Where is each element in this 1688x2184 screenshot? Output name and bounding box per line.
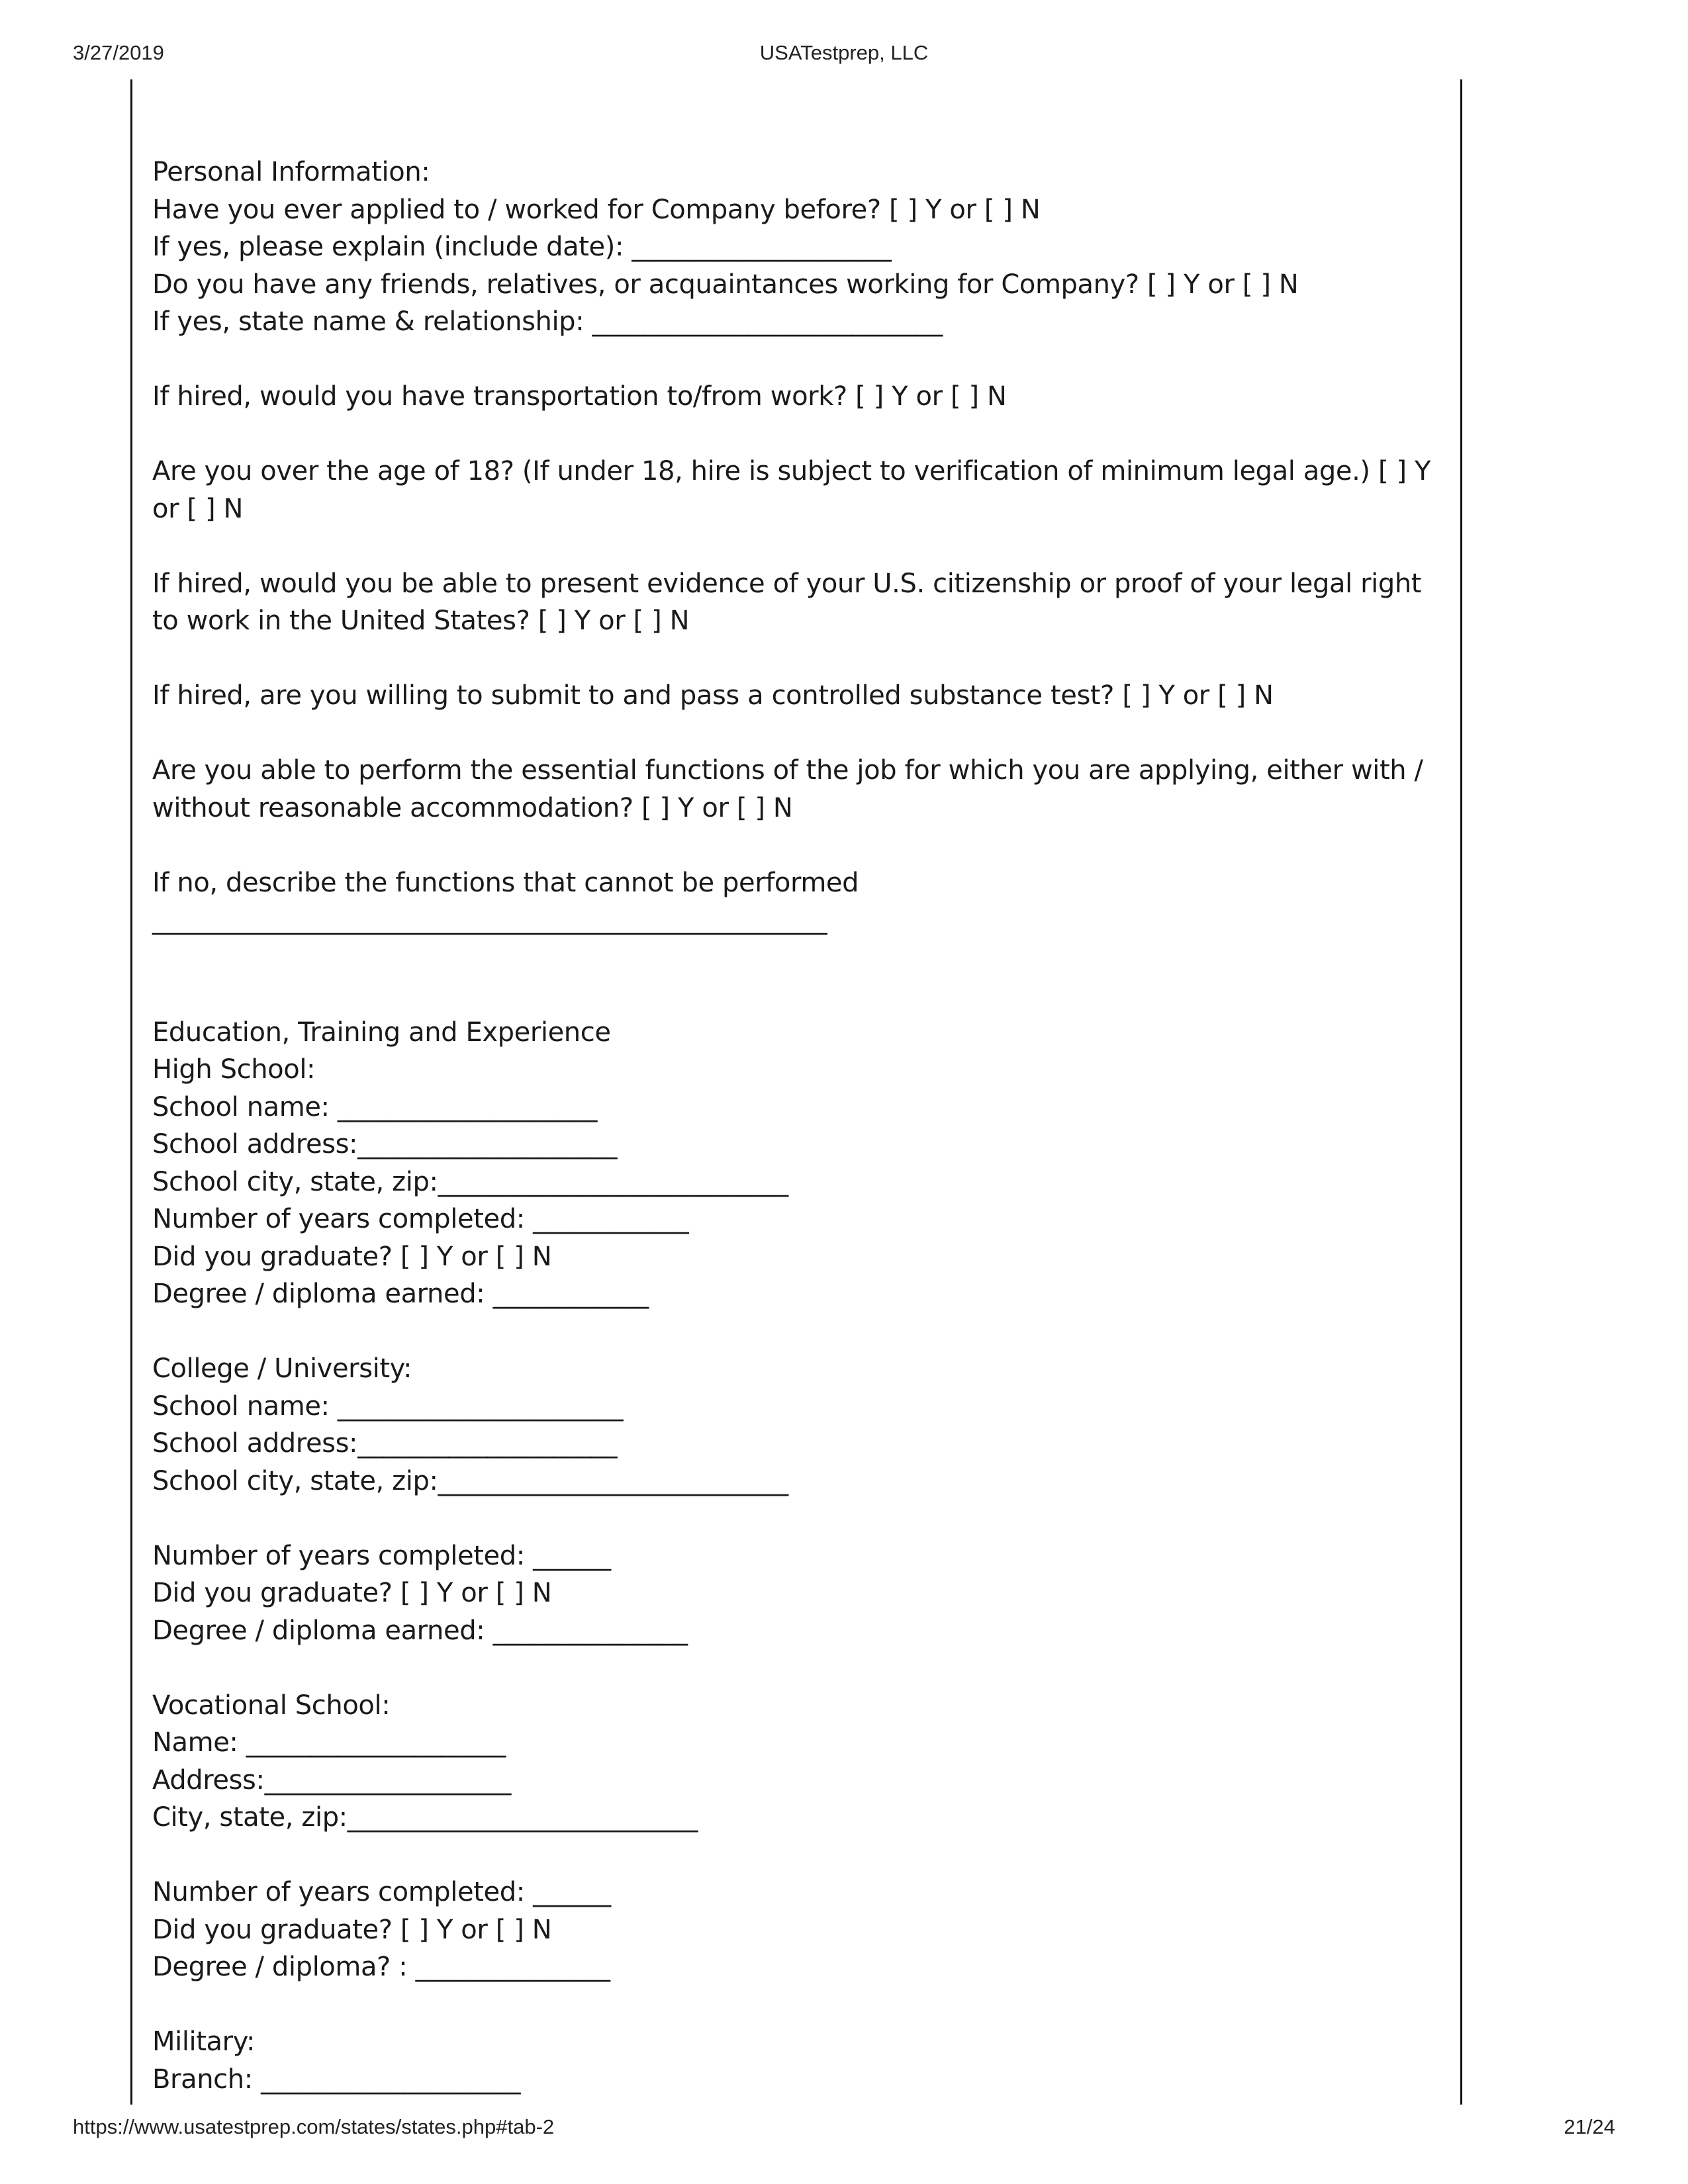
voc-years-field: Number of years completed: ______ <box>152 1877 611 1907</box>
applied-explain-field: If yes, please explain (include date): ____________________ <box>152 232 892 262</box>
friends-question: Do you have any friends, relatives, or acquaintances working for Company? [ ] Y or [ ] N <box>152 269 1299 300</box>
right-border-line <box>1460 79 1462 2105</box>
voc-graduate-question: Did you graduate? [ ] Y or [ ] N <box>152 1914 552 1945</box>
application-form <box>152 154 1450 2098</box>
military-branch-field: Branch: ____________________ <box>152 2064 521 2095</box>
high-school-heading: High School: <box>152 1054 316 1085</box>
hs-graduate-question: Did you graduate? [ ] Y or [ ] N <box>152 1241 552 1272</box>
military-heading: Military: <box>152 2026 256 2057</box>
voc-name-field: Name: ____________________ <box>152 1727 506 1758</box>
personal-info-heading: Personal Information: <box>152 157 430 187</box>
citizenship-question: If hired, would you be able to present evidence of your U.S. citizenship or proof of your legal right to work in the United States? [ ] Y or [ ] N <box>152 568 1422 636</box>
page-number: 21/24 <box>1564 2115 1615 2138</box>
college-address-field: School address:____________________ <box>152 1428 618 1459</box>
voc-address-field: Address:___________________ <box>152 1764 511 1796</box>
if-no-answer-line: ____________________________________________________ <box>152 905 827 935</box>
vocational-heading: Vocational School: <box>152 1690 391 1721</box>
college-degree-field: Degree / diploma earned: _______________ <box>152 1615 688 1646</box>
relationship-field: If yes, state name & relationship: ___________________________ <box>152 306 943 337</box>
voc-city-field: City, state, zip:___________________________ <box>152 1802 698 1833</box>
college-name-field: School name: ______________________ <box>152 1390 624 1422</box>
hs-address-field: School address:____________________ <box>152 1129 618 1160</box>
education-heading: Education, Training and Experience <box>152 1017 611 1048</box>
college-years-field: Number of years completed: ______ <box>152 1540 611 1571</box>
hs-degree-field: Degree / diploma earned: ____________ <box>152 1279 649 1309</box>
footer-url: https://www.usatestprep.com/states/states.php#tab-2 <box>73 2115 555 2138</box>
transportation-question: If hired, would you have transportation to/from work? [ ] Y or [ ] N <box>152 381 1007 412</box>
college-graduate-question: Did you graduate? [ ] Y or [ ] N <box>152 1578 552 1608</box>
age-question: Are you over the age of 18? (If under 18, hire is subject to verification of minimum legal age.) [ ] Y or [ ] N <box>152 456 1431 524</box>
if-no-prompt: If no, describe the functions that cannot be performed <box>152 867 859 898</box>
print-date: 3/27/2019 <box>73 41 164 64</box>
applied-before-question: Have you ever applied to / worked for Company before? [ ] Y or [ ] N <box>152 194 1041 225</box>
college-heading: College / University: <box>152 1353 412 1384</box>
page-header-title: USATestprep, LLC <box>759 41 929 64</box>
hs-years-field: Number of years completed: ____________ <box>152 1204 689 1234</box>
hs-city-field: School city, state, zip:___________________________ <box>152 1166 788 1197</box>
essential-functions-question: Are you able to perform the essential functions of the job for which you are applying, either with / without reasonable accommodation? [ ] Y or [ ] N <box>152 755 1423 823</box>
voc-degree-field: Degree / diploma? : _______________ <box>152 1952 610 1982</box>
substance-test-question: If hired, are you willing to submit to and pass a controlled substance test? [ ] Y or [ ] N <box>152 680 1274 711</box>
left-border-line <box>130 79 132 2105</box>
hs-name-field: School name: ____________________ <box>152 1091 597 1122</box>
college-city-field: School city, state, zip:___________________________ <box>152 1465 788 1496</box>
